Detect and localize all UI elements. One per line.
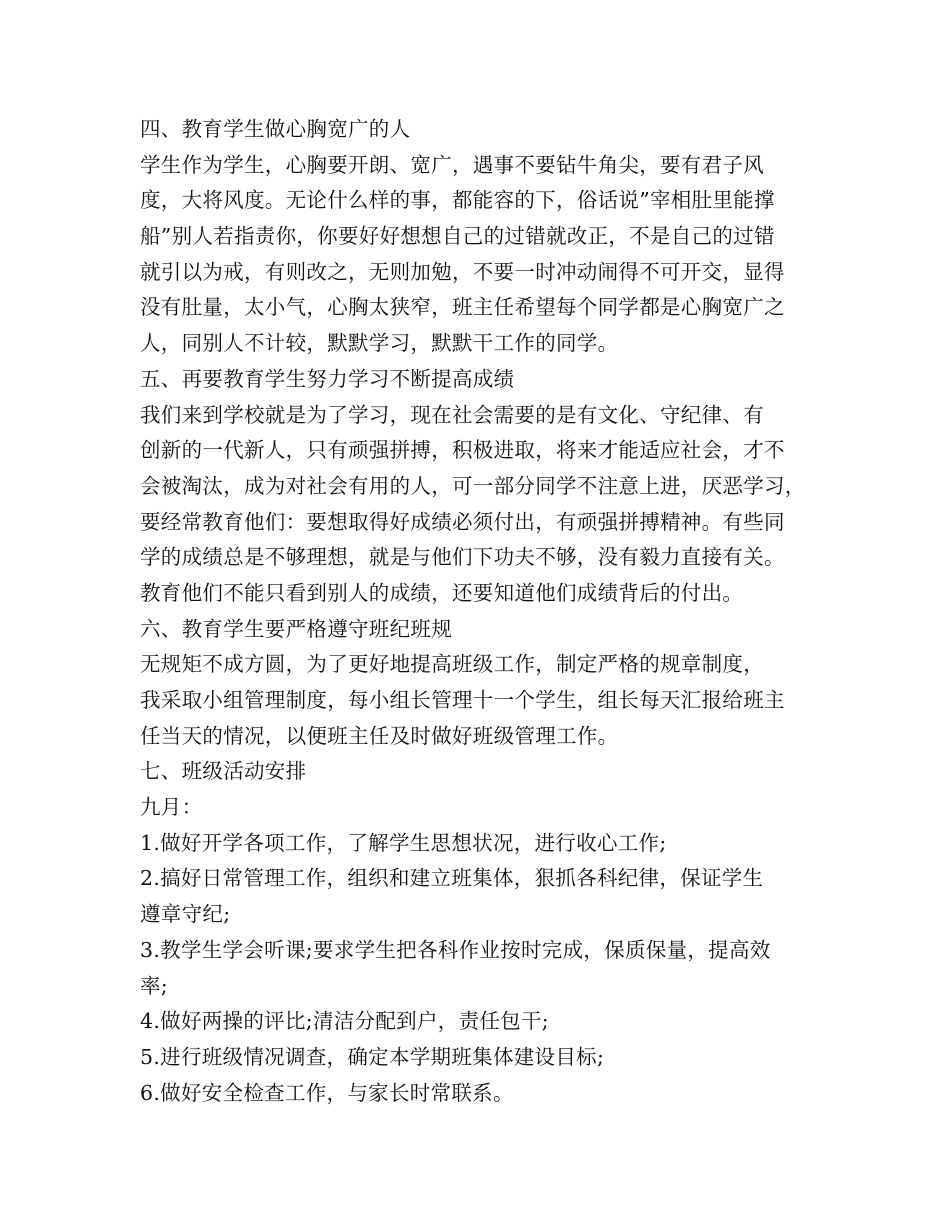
section-heading: 六、教育学生要严格遵守班纪班规 [140, 616, 452, 641]
month-label: 九月： [140, 795, 203, 820]
paragraph-line: 人，同别人不计较，默默学习，默默干工作的同学。 [140, 331, 619, 356]
paragraph-line: 没有肚量，太小气，心胸太狭窄，班主任希望每个同学都是心胸宽广之 [140, 295, 785, 320]
document-body [140, 112, 828, 1111]
paragraph-line: 无规矩不成方圆，为了更好地提高班级工作，制定严格的规章制度， [140, 652, 764, 677]
paragraph-line: 船”别人若指责你，你要好好想想自己的过错就改正，不是自己的过错 [140, 224, 775, 249]
paragraph-line: 度，大将风度。无论什么样的事，都能容的下，俗话说”宰相肚里能撑 [140, 188, 775, 213]
list-item: 4.做好两操的评比;清洁分配到户，责任包干; [140, 1009, 549, 1034]
list-item: 6.做好安全检查工作，与家长时常联系。 [140, 1080, 514, 1105]
paragraph-line: 教育他们不能只看到别人的成绩，还要知道他们成绩背后的付出。 [140, 580, 744, 605]
paragraph-line: 我们来到学校就是为了学习，现在社会需要的是有文化、守纪律、有 [140, 402, 764, 427]
list-item: 5.进行班级情况调查，确定本学期班集体建设目标; [140, 1044, 605, 1069]
paragraph-line: 会被淘汰，成为对社会有用的人，可一部分同学不注意上进，厌恶学习， [140, 473, 806, 498]
paragraph-line: 就引以为戒，有则改之，无则加勉，不要一时冲动闹得不可开交，显得 [140, 259, 785, 284]
paragraph-line: 任当天的情况，以便班主任及时做好班级管理工作。 [140, 723, 619, 748]
section-heading: 五、再要教育学生努力学习不断提高成绩 [140, 366, 515, 391]
paragraph-line: 我采取小组管理制度，每小组长管理十一个学生，组长每天汇报给班主 [140, 688, 785, 712]
list-item: 1.做好开学各项工作，了解学生思想状况，进行收心工作; [140, 830, 667, 855]
paragraph-line: 要经常教育他们：要想取得好成绩必须付出，有顽强拼搏精神。有些同 [140, 509, 785, 534]
list-item-continuation: 率; [140, 973, 169, 998]
paragraph-line: 学生作为学生，心胸要开朗、宽广，遇事不要钻牛角尖，要有君子风 [140, 152, 764, 177]
list-item: 2.搞好日常管理工作，组织和建立班集体，狠抓各科纪律，保证学生 [140, 866, 764, 891]
list-item: 3.教学生学会听课;要求学生把各科作业按时完成，保质保量，提高效 [140, 937, 771, 962]
section-heading: 四、教育学生做心胸宽广的人 [140, 117, 411, 141]
list-item-continuation: 遵章守纪; [140, 902, 231, 927]
paragraph-line: 创新的一代新人，只有顽强拼搏，积极进取，将来才能适应社会，才不 [140, 438, 785, 463]
paragraph-line: 学的成绩总是不够理想，就是与他们下功夫不够，没有毅力直接有关。 [140, 545, 785, 570]
section-heading: 七、班级活动安排 [140, 759, 307, 784]
